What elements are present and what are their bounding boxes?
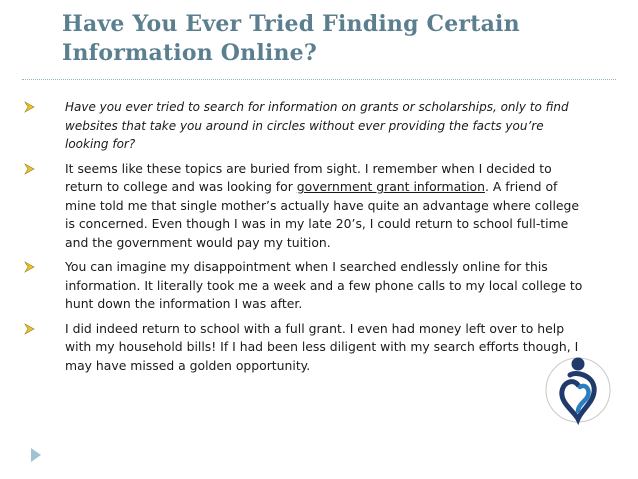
slide-title (62, 10, 622, 68)
arrow-bullet-icon (24, 101, 35, 113)
title-line-2: Information Online? (62, 40, 317, 66)
bullet-text-2-before: It seems like these topics are buried from sight. I remember when I decided to return to college and was looking for (65, 160, 552, 194)
title-divider (22, 79, 616, 80)
bullet-item-4 (24, 320, 584, 376)
bullet-item-1 (24, 98, 584, 154)
bullet-text-4: I did indeed return to school with a full grant. I even had money left over to help with my household bills! If I had been less diligent with my search efforts though, I may have missed a golden opportunity. (65, 320, 579, 373)
person-heart-logo (544, 349, 612, 431)
government-grant-link[interactable]: government grant information (296, 179, 485, 194)
title-line-1: Have You Ever Tried Finding Certain (62, 11, 520, 37)
bullet-item-3 (24, 258, 584, 314)
bullet-text-2-after: . A friend of mine told me that single mother’s actually have quite an advantage where college is concerned. Even though I was in my late 20’s, I could return to school full-time and the government would pay my tuition. (65, 179, 580, 250)
bullet-list (24, 98, 584, 381)
bullet-item-2 (24, 160, 584, 253)
corner-triangle-icon (31, 448, 41, 462)
bullet-text-1: Have you ever tried to search for information on grants or scholarships, only to find websites that take you around in circles without ever providing the facts you’re looking for? (65, 100, 569, 151)
arrow-bullet-icon (24, 261, 35, 273)
bullet-text-3: You can imagine my disappointment when I searched endlessly online for this information. It literally took me a week and a few phone calls to my local college to hunt down the information I was after. (65, 259, 583, 311)
arrow-bullet-icon (24, 163, 35, 175)
arrow-bullet-icon (24, 323, 35, 335)
